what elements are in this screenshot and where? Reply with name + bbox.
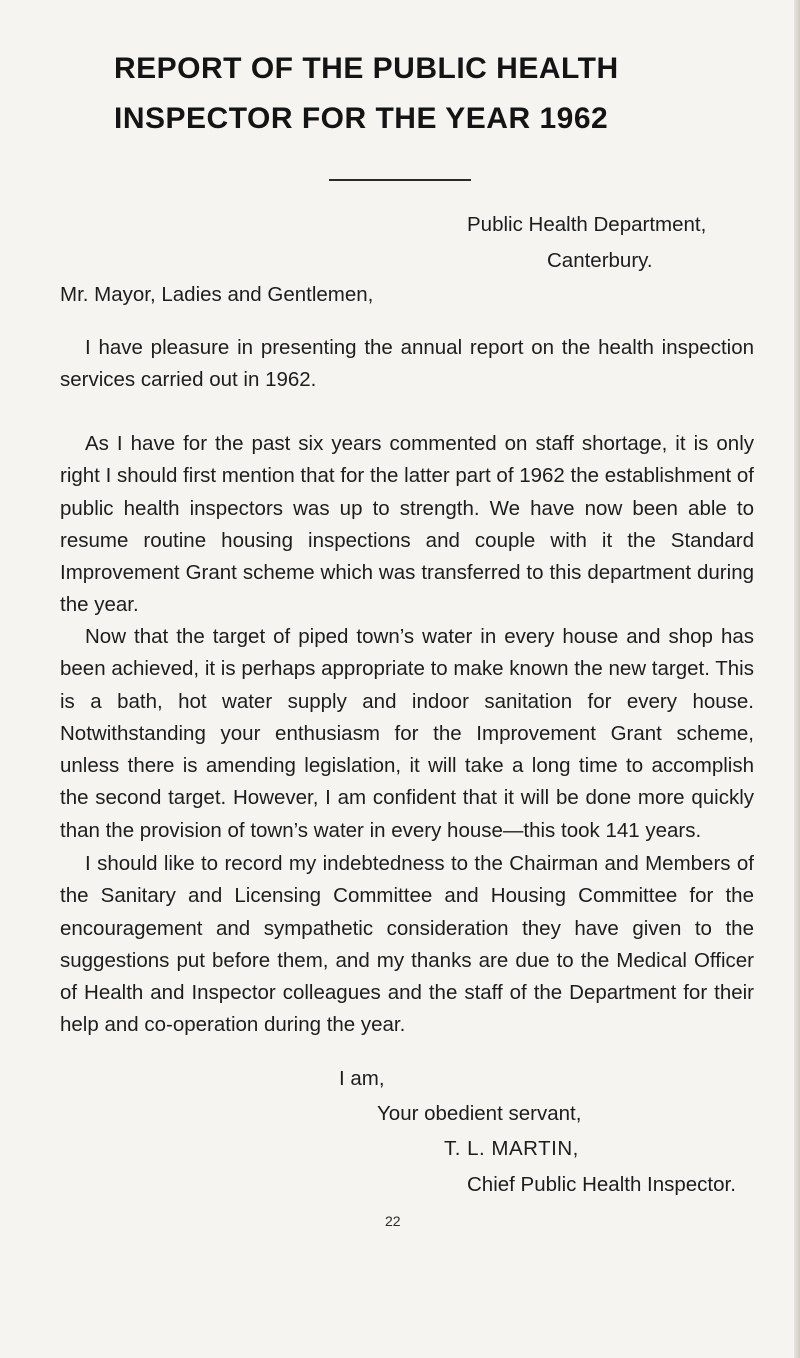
address-line-1: Public Health Department, bbox=[467, 213, 707, 236]
salutation: Mr. Mayor, Ladies and Gentlemen, bbox=[60, 283, 374, 306]
signature-name: T. L. MARTIN, bbox=[444, 1137, 579, 1160]
signature-position: Chief Public Health Inspector. bbox=[467, 1173, 736, 1196]
closing-line-1: I am, bbox=[339, 1067, 385, 1090]
paragraph-3: Now that the target of piped town’s water in every house and shop has been achieved, it is perhaps appropriate to make known the new target. This is a bath, hot water supply and indoor sanitation for every house. Notwithstanding your enthusiasm for the Improvement Grant scheme, unless there is amending legislation, it will take a long time to accomplish the second target. However, I am confident that it will be done more quickly than the provision of town’s water in every house—this took 141 years. bbox=[60, 625, 754, 842]
page-edge-shadow bbox=[794, 0, 800, 1358]
title-line-1: REPORT OF THE PUBLIC HEALTH bbox=[114, 52, 619, 85]
title-line-2: INSPECTOR FOR THE YEAR 1962 bbox=[114, 102, 609, 135]
paragraph-4: I should like to record my indebtedness to the Chairman and Members of the Sanitary and Licensing Committee and Housing Committee for the encouragement and sympathetic consideration they have given to the suggestions put before them, and my thanks are due to the Medical Officer of Health and Inspector colleagues and the staff of the Department for their help and co-operation during the year. bbox=[60, 852, 754, 1037]
paragraph-1: I have pleasure in presenting the annual report on the health inspection services carried out in 1962. bbox=[60, 336, 754, 392]
title-divider bbox=[329, 179, 471, 181]
page-number: 22 bbox=[385, 1213, 401, 1229]
address-line-2: Canterbury. bbox=[547, 249, 653, 272]
report-title bbox=[114, 44, 754, 144]
paragraph-2: As I have for the past six years commented on staff shortage, it is only right I should first mention that for the latter part of 1962 the establishment of public health inspectors was up to strength. We have now been able to resume routine housing inspections and couple with it the Standard Improvement Grant scheme which was transferred to this department during the year. bbox=[60, 432, 754, 617]
closing-line-2: Your obedient servant, bbox=[377, 1102, 582, 1125]
